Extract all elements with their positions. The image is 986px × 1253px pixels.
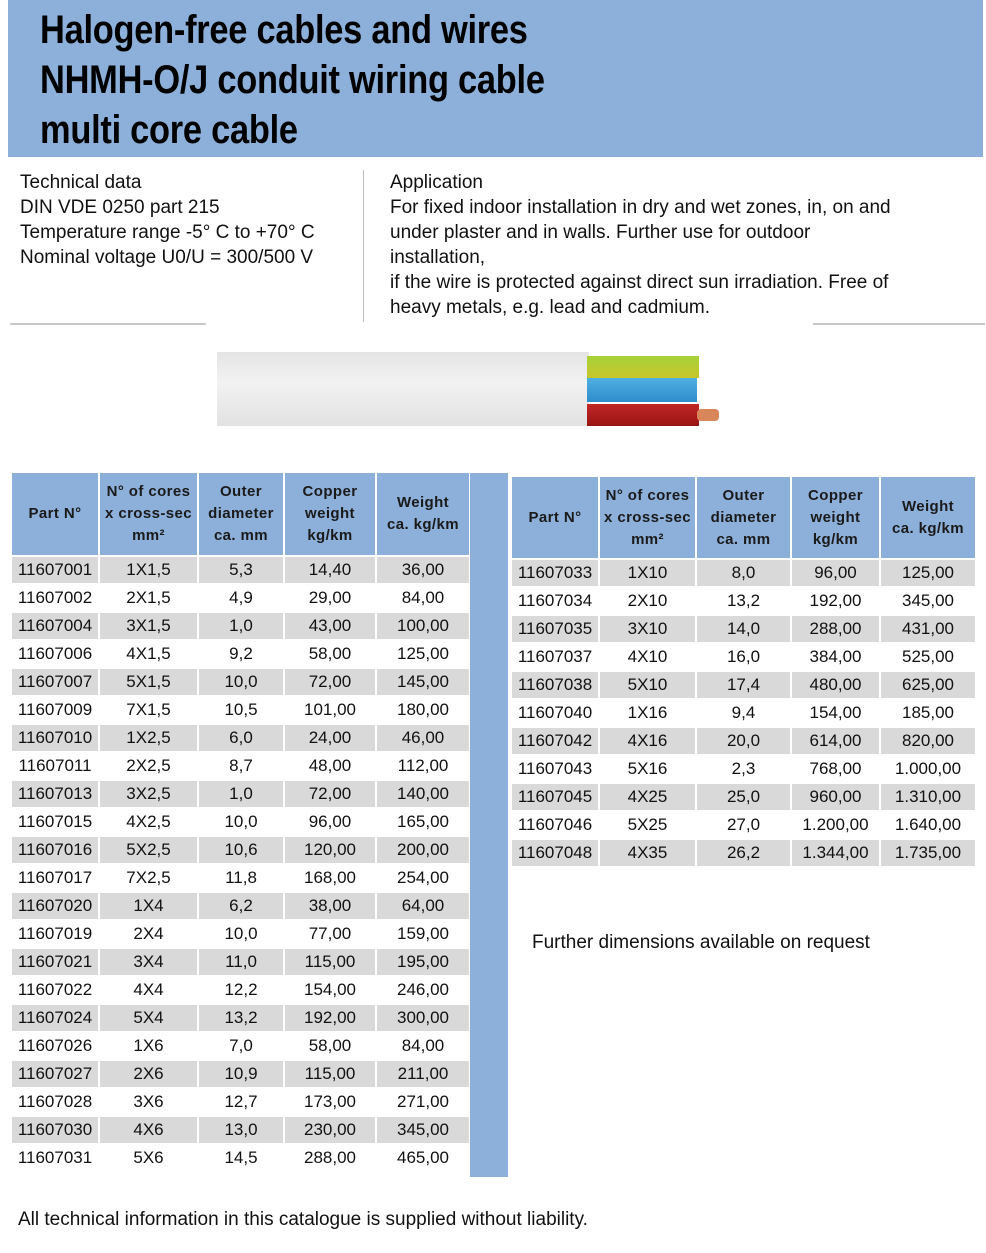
copper-weight-cell: 58,00 [285, 1031, 375, 1059]
weight-cell: 200,00 [377, 835, 469, 863]
part-number-cell: 11607010 [12, 723, 98, 751]
outer-diameter-cell: 10,5 [199, 695, 283, 723]
weight-cell: 254,00 [377, 863, 469, 891]
cores-cross-section-cell: 5X6 [100, 1143, 197, 1171]
copper-weight-cell: 48,00 [285, 751, 375, 779]
part-number-cell: 11607011 [12, 751, 98, 779]
col-header-copper-weight: Copper weight kg/km [285, 473, 375, 555]
weight-cell: 64,00 [377, 891, 469, 919]
cores-cross-section-cell: 3X2,5 [100, 779, 197, 807]
outer-diameter-cell: 11,8 [199, 863, 283, 891]
weight-cell: 345,00 [881, 586, 975, 614]
cores-cross-section-cell: 4X2,5 [100, 807, 197, 835]
part-number-cell: 11607017 [12, 863, 98, 891]
part-number-cell: 11607016 [12, 835, 98, 863]
application-text-line: installation, [390, 247, 486, 268]
outer-diameter-cell: 17,4 [697, 670, 790, 698]
standard-spec: DIN VDE 0250 part 215 [20, 197, 220, 218]
cores-cross-section-cell: 5X16 [600, 754, 695, 782]
application-block [390, 170, 960, 320]
copper-weight-cell: 614,00 [792, 726, 879, 754]
copper-weight-cell: 77,00 [285, 919, 375, 947]
weight-cell: 271,00 [377, 1087, 469, 1115]
part-number-cell: 11607040 [512, 698, 598, 726]
outer-diameter-cell: 6,0 [199, 723, 283, 751]
part-number-cell: 11607024 [12, 1003, 98, 1031]
copper-weight-cell: 154,00 [792, 698, 879, 726]
cores-cross-section-cell: 4X25 [600, 782, 695, 810]
weight-cell: 465,00 [377, 1143, 469, 1171]
application-heading: Application [390, 172, 483, 193]
table-row [512, 698, 975, 726]
cores-cross-section-cell: 1X4 [100, 891, 197, 919]
weight-cell: 195,00 [377, 947, 469, 975]
part-number-cell: 11607043 [512, 754, 598, 782]
table-row [512, 810, 975, 838]
temperature-range: Temperature range -5° C to +70° C [20, 222, 315, 243]
copper-weight-cell: 72,00 [285, 779, 375, 807]
outer-diameter-cell: 25,0 [697, 782, 790, 810]
part-number-cell: 11607030 [12, 1115, 98, 1143]
copper-weight-cell: 101,00 [285, 695, 375, 723]
page-title-line-3: multi core cable [40, 108, 298, 152]
table-row [12, 611, 469, 639]
col-header-cores: N° of cores x cross-sec mm² [100, 473, 197, 555]
weight-cell: 1.735,00 [881, 838, 975, 866]
copper-weight-cell: 168,00 [285, 863, 375, 891]
part-number-cell: 11607026 [12, 1031, 98, 1059]
weight-cell: 84,00 [377, 1031, 469, 1059]
part-number-cell: 11607033 [512, 558, 598, 586]
table-row [512, 838, 975, 866]
part-number-cell: 11607006 [12, 639, 98, 667]
table-row [12, 555, 469, 583]
copper-weight-cell: 288,00 [285, 1143, 375, 1171]
part-number-cell: 11607019 [12, 919, 98, 947]
part-number-cell: 11607015 [12, 807, 98, 835]
outer-diameter-cell: 10,9 [199, 1059, 283, 1087]
cores-cross-section-cell: 1X1,5 [100, 555, 197, 583]
outer-diameter-cell: 6,2 [199, 891, 283, 919]
weight-cell: 1.640,00 [881, 810, 975, 838]
outer-diameter-cell: 10,0 [199, 667, 283, 695]
cores-cross-section-cell: 5X1,5 [100, 667, 197, 695]
cores-cross-section-cell: 2X2,5 [100, 751, 197, 779]
copper-weight-cell: 115,00 [285, 1059, 375, 1087]
copper-weight-cell: 1.344,00 [792, 838, 879, 866]
outer-diameter-cell: 1,0 [199, 611, 283, 639]
col-header-outer-diameter: Outer diameter ca. mm [697, 477, 790, 558]
table-row [12, 863, 469, 891]
table-row [12, 1003, 469, 1031]
cores-cross-section-cell: 5X2,5 [100, 835, 197, 863]
table-row [512, 670, 975, 698]
weight-cell: 211,00 [377, 1059, 469, 1087]
outer-diameter-cell: 13,2 [697, 586, 790, 614]
weight-cell: 525,00 [881, 642, 975, 670]
copper-weight-cell: 154,00 [285, 975, 375, 1003]
weight-cell: 625,00 [881, 670, 975, 698]
weight-cell: 431,00 [881, 614, 975, 642]
weight-cell: 300,00 [377, 1003, 469, 1031]
cable-photo-icon [215, 348, 815, 430]
table-row [12, 1031, 469, 1059]
weight-cell: 246,00 [377, 975, 469, 1003]
weight-cell: 112,00 [377, 751, 469, 779]
weight-cell: 1.310,00 [881, 782, 975, 810]
weight-cell: 36,00 [377, 555, 469, 583]
table-row [512, 586, 975, 614]
outer-diameter-cell: 12,2 [199, 975, 283, 1003]
part-number-cell: 11607034 [512, 586, 598, 614]
outer-diameter-cell: 11,0 [199, 947, 283, 975]
cores-cross-section-cell: 3X1,5 [100, 611, 197, 639]
spec-table-right [510, 477, 977, 866]
table-row [12, 891, 469, 919]
cores-cross-section-cell: 4X10 [600, 642, 695, 670]
weight-cell: 140,00 [377, 779, 469, 807]
copper-weight-cell: 115,00 [285, 947, 375, 975]
part-number-cell: 11607001 [12, 555, 98, 583]
cores-cross-section-cell: 2X6 [100, 1059, 197, 1087]
copper-weight-cell: 480,00 [792, 670, 879, 698]
copper-weight-cell: 960,00 [792, 782, 879, 810]
outer-diameter-cell: 4,9 [199, 583, 283, 611]
copper-weight-cell: 29,00 [285, 583, 375, 611]
outer-diameter-cell: 14,5 [199, 1143, 283, 1171]
col-header-part-no: Part N° [12, 473, 98, 555]
section-divider [363, 170, 364, 322]
copper-weight-cell: 24,00 [285, 723, 375, 751]
application-text-line: heavy metals, e.g. lead and cadmium. [390, 297, 711, 318]
copper-weight-cell: 384,00 [792, 642, 879, 670]
col-header-part-no: Part N° [512, 477, 598, 558]
technical-data-heading: Technical data [20, 172, 142, 193]
part-number-cell: 11607013 [12, 779, 98, 807]
cores-cross-section-cell: 3X6 [100, 1087, 197, 1115]
outer-diameter-cell: 10,6 [199, 835, 283, 863]
copper-weight-cell: 230,00 [285, 1115, 375, 1143]
part-number-cell: 11607021 [12, 947, 98, 975]
cores-cross-section-cell: 3X4 [100, 947, 197, 975]
table-row [512, 614, 975, 642]
technical-data-block [20, 170, 355, 270]
outer-diameter-cell: 1,0 [199, 779, 283, 807]
weight-cell: 820,00 [881, 726, 975, 754]
copper-weight-cell: 72,00 [285, 667, 375, 695]
weight-cell: 159,00 [377, 919, 469, 947]
spec-table-left [10, 473, 471, 1171]
outer-diameter-cell: 8,0 [697, 558, 790, 586]
outer-diameter-cell: 12,7 [199, 1087, 283, 1115]
table-row [12, 779, 469, 807]
copper-weight-cell: 43,00 [285, 611, 375, 639]
table-separator-bar [470, 473, 508, 1177]
part-number-cell: 11607038 [512, 670, 598, 698]
further-dimensions-note: Further dimensions available on request [532, 932, 870, 953]
cores-cross-section-cell: 7X2,5 [100, 863, 197, 891]
part-number-cell: 11607045 [512, 782, 598, 810]
part-number-cell: 11607046 [512, 810, 598, 838]
cores-cross-section-cell: 4X4 [100, 975, 197, 1003]
weight-cell: 145,00 [377, 667, 469, 695]
part-number-cell: 11607022 [12, 975, 98, 1003]
copper-weight-cell: 173,00 [285, 1087, 375, 1115]
table-row [12, 1059, 469, 1087]
table-row [512, 558, 975, 586]
application-text-line: under plaster and in walls. Further use for outdoor [390, 222, 811, 243]
table-row [12, 1115, 469, 1143]
col-header-weight: Weight ca. kg/km [377, 473, 469, 555]
cores-cross-section-cell: 5X25 [600, 810, 695, 838]
cores-cross-section-cell: 2X4 [100, 919, 197, 947]
outer-diameter-cell: 20,0 [697, 726, 790, 754]
copper-weight-cell: 768,00 [792, 754, 879, 782]
application-text-line: For fixed indoor installation in dry and wet zones, in, on and [390, 197, 891, 218]
cores-cross-section-cell: 1X16 [600, 698, 695, 726]
copper-weight-cell: 288,00 [792, 614, 879, 642]
col-header-weight: Weight ca. kg/km [881, 477, 975, 558]
table-row [512, 782, 975, 810]
table-row [12, 1143, 469, 1171]
cores-cross-section-cell: 4X1,5 [100, 639, 197, 667]
weight-cell: 84,00 [377, 583, 469, 611]
copper-weight-cell: 96,00 [285, 807, 375, 835]
copper-weight-cell: 1.200,00 [792, 810, 879, 838]
col-header-outer-diameter: Outer diameter ca. mm [199, 473, 283, 555]
cores-cross-section-cell: 2X1,5 [100, 583, 197, 611]
cores-cross-section-cell: 1X6 [100, 1031, 197, 1059]
cores-cross-section-cell: 1X2,5 [100, 723, 197, 751]
table-row [512, 754, 975, 782]
outer-diameter-cell: 26,2 [697, 838, 790, 866]
copper-weight-cell: 192,00 [792, 586, 879, 614]
outer-diameter-cell: 7,0 [199, 1031, 283, 1059]
copper-weight-cell: 58,00 [285, 639, 375, 667]
liability-disclaimer: All technical information in this catalogue is supplied without liability. [18, 1209, 588, 1230]
table-row [12, 583, 469, 611]
cores-cross-section-cell: 4X35 [600, 838, 695, 866]
outer-diameter-cell: 10,0 [199, 919, 283, 947]
weight-cell: 1.000,00 [881, 754, 975, 782]
weight-cell: 165,00 [377, 807, 469, 835]
weight-cell: 185,00 [881, 698, 975, 726]
part-number-cell: 11607037 [512, 642, 598, 670]
page-title-line-1: Halogen-free cables and wires [40, 8, 528, 52]
table-row [12, 695, 469, 723]
outer-diameter-cell: 13,0 [199, 1115, 283, 1143]
outer-diameter-cell: 16,0 [697, 642, 790, 670]
col-header-cores: N° of cores x cross-sec mm² [600, 477, 695, 558]
weight-cell: 125,00 [377, 639, 469, 667]
horizontal-rule-right [813, 323, 985, 325]
table-row [12, 919, 469, 947]
table-row [12, 835, 469, 863]
outer-diameter-cell: 13,2 [199, 1003, 283, 1031]
nominal-voltage: Nominal voltage U0/U = 300/500 V [20, 247, 314, 268]
cores-cross-section-cell: 4X16 [600, 726, 695, 754]
weight-cell: 100,00 [377, 611, 469, 639]
copper-weight-cell: 192,00 [285, 1003, 375, 1031]
table-row [512, 642, 975, 670]
weight-cell: 125,00 [881, 558, 975, 586]
cores-cross-section-cell: 4X6 [100, 1115, 197, 1143]
outer-diameter-cell: 9,4 [697, 698, 790, 726]
cores-cross-section-cell: 5X10 [600, 670, 695, 698]
cores-cross-section-cell: 5X4 [100, 1003, 197, 1031]
part-number-cell: 11607002 [12, 583, 98, 611]
table-row [12, 807, 469, 835]
part-number-cell: 11607020 [12, 891, 98, 919]
copper-weight-cell: 120,00 [285, 835, 375, 863]
copper-weight-cell: 14,40 [285, 555, 375, 583]
table-row [12, 947, 469, 975]
part-number-cell: 11607004 [12, 611, 98, 639]
table-row [12, 751, 469, 779]
outer-diameter-cell: 9,2 [199, 639, 283, 667]
part-number-cell: 11607035 [512, 614, 598, 642]
outer-diameter-cell: 5,3 [199, 555, 283, 583]
cores-cross-section-cell: 7X1,5 [100, 695, 197, 723]
copper-weight-cell: 96,00 [792, 558, 879, 586]
outer-diameter-cell: 10,0 [199, 807, 283, 835]
part-number-cell: 11607028 [12, 1087, 98, 1115]
application-text-line: if the wire is protected against direct sun irradiation. Free of [390, 272, 889, 293]
weight-cell: 180,00 [377, 695, 469, 723]
col-header-copper-weight: Copper weight kg/km [792, 477, 879, 558]
outer-diameter-cell: 8,7 [199, 751, 283, 779]
table-row [12, 1087, 469, 1115]
table-row [12, 723, 469, 751]
weight-cell: 345,00 [377, 1115, 469, 1143]
part-number-cell: 11607027 [12, 1059, 98, 1087]
copper-weight-cell: 38,00 [285, 891, 375, 919]
part-number-cell: 11607048 [512, 838, 598, 866]
weight-cell: 46,00 [377, 723, 469, 751]
table-row [12, 975, 469, 1003]
outer-diameter-cell: 14,0 [697, 614, 790, 642]
table-row [12, 639, 469, 667]
page-title-line-2: NHMH-O/J conduit wiring cable [40, 58, 545, 102]
outer-diameter-cell: 27,0 [697, 810, 790, 838]
cores-cross-section-cell: 3X10 [600, 614, 695, 642]
table-row [12, 667, 469, 695]
table-row [512, 726, 975, 754]
part-number-cell: 11607031 [12, 1143, 98, 1171]
part-number-cell: 11607007 [12, 667, 98, 695]
horizontal-rule-left [10, 323, 206, 325]
part-number-cell: 11607009 [12, 695, 98, 723]
part-number-cell: 11607042 [512, 726, 598, 754]
cores-cross-section-cell: 1X10 [600, 558, 695, 586]
outer-diameter-cell: 2,3 [697, 754, 790, 782]
cores-cross-section-cell: 2X10 [600, 586, 695, 614]
